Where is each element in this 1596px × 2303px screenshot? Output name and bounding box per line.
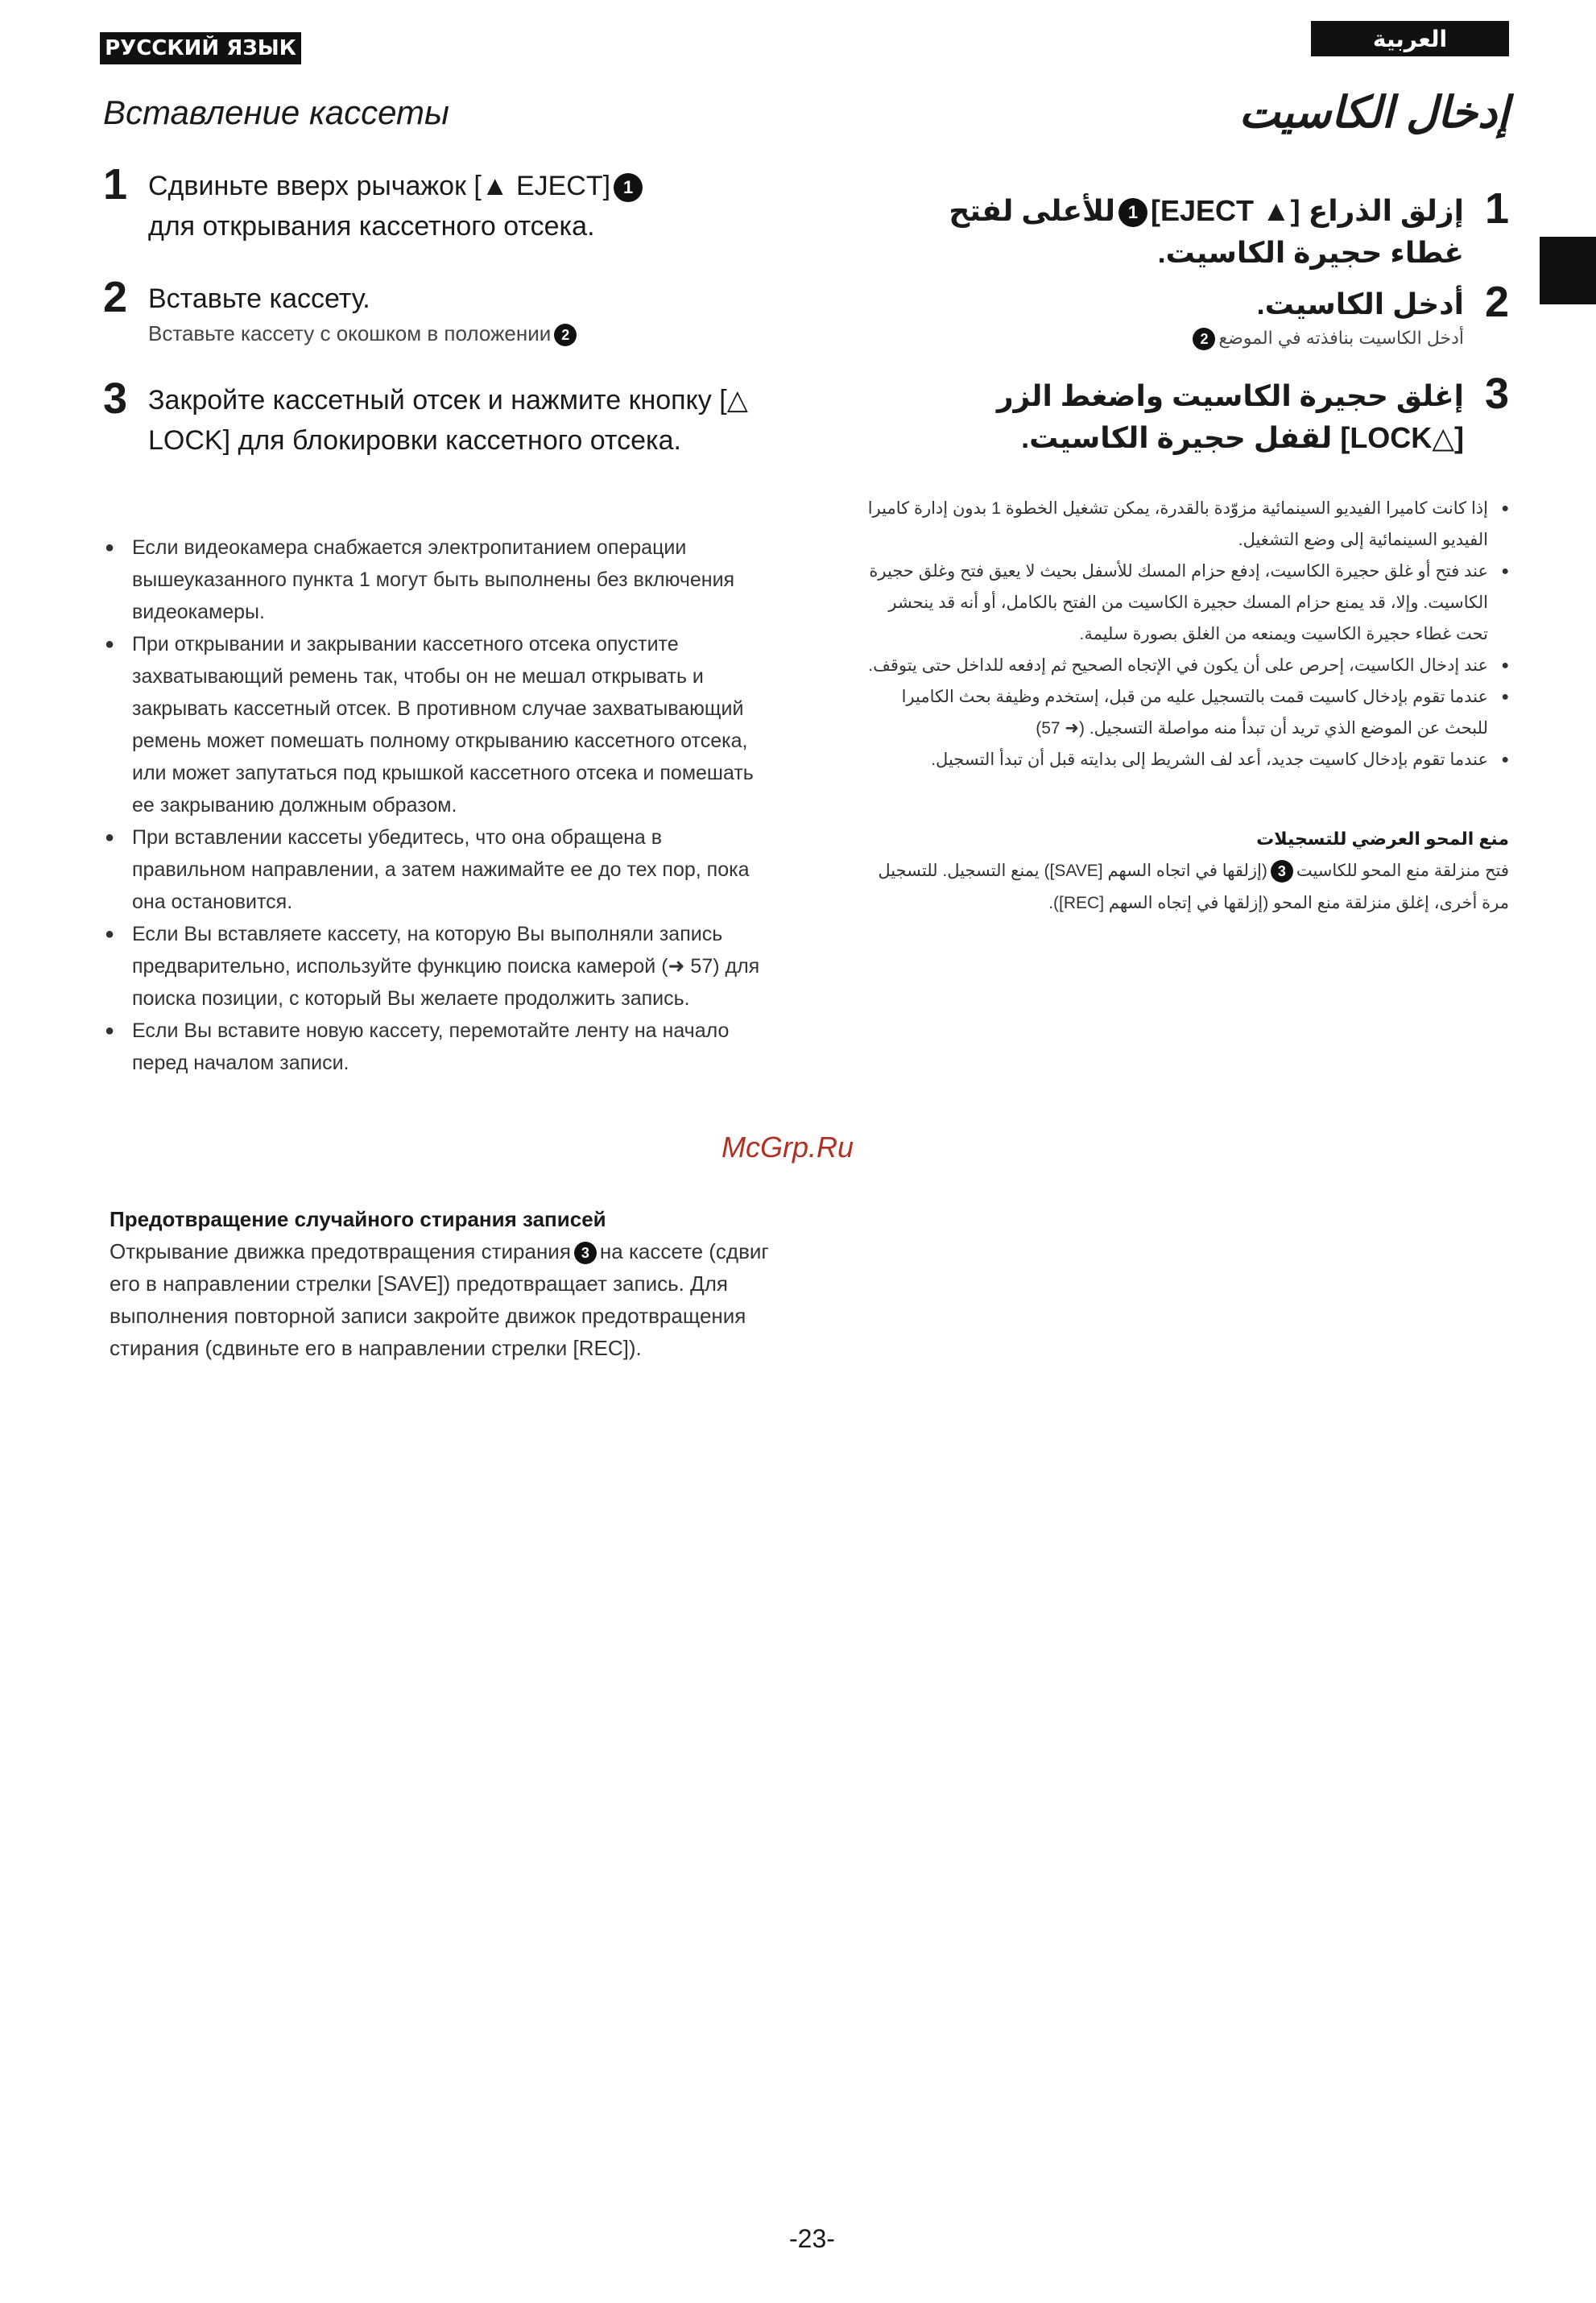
step-number: 1	[103, 160, 128, 209]
step-text: أدخل الكاسيت.	[1256, 287, 1464, 320]
russian-section-title: Вставление кассеты	[103, 93, 449, 131]
step-number: 2	[1484, 278, 1509, 326]
section-heading: Предотвращение случайного стирания записей	[110, 1207, 606, 1231]
step-subtext: Вставьте кассету с окошком в положении 2	[148, 319, 763, 348]
marker-2-icon: 2	[1193, 328, 1215, 350]
list-item: ● عند فتح أو غلق حجيرة الكاسيت، إدفع حزام المسك للأسفل بحيث لا يعيق فتح وغلق حجيرة الكاسيت. وإلا، قد يمنع حزام المسك حجيرة الكاسيت من الفتح بالكامل، أو أنه قد ينحشر تحت غطاء حجيرة الكاسيت ويمنعه من الغلق بصورة سليمة.	[865, 556, 1509, 650]
ru-step-1	[103, 160, 763, 246]
arabic-section-title: إدخال الكاسيت	[1238, 89, 1509, 137]
step-text: Сдвиньте вверх рычажок [▲ EJECT] 1 для открывания кассетного отсека.	[148, 166, 763, 246]
step-subtext: أدخل الكاسيت بنافذته في الموضع2	[897, 325, 1464, 351]
ar-notes-list	[865, 493, 1509, 775]
list-item: ● При вставлении кассеты убедитесь, что она обращена в правильном направлении, а затем нажимайте ее до тех пор, пока она остановится.	[103, 821, 771, 918]
step-text: إزلق الذراع [▲ EJECT]1للأعلى لفتح غطاء حجيرة الكاسيت.	[949, 194, 1464, 269]
step-number: 2	[103, 273, 128, 321]
ru-step-3	[103, 374, 763, 461]
section-body: فتح منزلقة منع المحو للكاسيت3(إزلقها في اتجاه السهم [SAVE]) يمنع التسجيل. للتسجيل مرة أخرى، إغلق منزلقة منع المحو (إزلقها في إتجاه السهم [REC]).	[878, 862, 1509, 912]
step-text: إغلق حجيرة الكاسيت واضغط الزر [△LOCK] لقفل حجيرة الكاسيت.	[996, 379, 1464, 454]
list-item: ● Если Вы вставите новую кассету, перемотайте ленту на начало перед началом записи.	[103, 1015, 771, 1079]
section-body: Открывание движка предотвращения стирания 3 на кассете (сдвиг его в направлении стрелки [SAVE]) предотвращает запись. Для выполнения повторной записи закройте движок предотвращения стирания (сдвиньте его в направлении стрелки [REC]).	[110, 1239, 769, 1360]
step-text: Вставьте кассету.	[148, 283, 370, 314]
page-number: -23-	[789, 2224, 835, 2253]
list-item: ● عندما تقوم بإدخال كاسيت قمت بالتسجيل عليه من قبل، إستخدم وظيفة بحث الكاميرا للبحث عن الموضع الذي تريد أن تبدأ منه مواصلة التسجيل. (➜ 57)	[865, 681, 1509, 744]
section-side-tab	[1540, 237, 1596, 304]
list-item: ● إذا كانت كاميرا الفيديو السينمائية مزوّدة بالقدرة، يمكن تشغيل الخطوة 1 بدون إدارة كاميرا الفيديو السينمائية إلى وضع التشغيل.	[865, 493, 1509, 556]
list-item: ● При открывании и закрывании кассетного отсека опустите захватывающий ремень так, чтобы он не мешал открывать и закрывать кассетный отсек. В противном случае захватывающий ремень может помешать полному открыванию кассетного отсека, или может запутаться под крышкой кассетного отсека и помешать ее закрыванию должным образом.	[103, 628, 771, 821]
ar-erase-protection-section	[865, 823, 1509, 920]
ru-erase-protection-section	[110, 1203, 770, 1364]
language-tag-russian: РУССКИЙ ЯЗЫК	[100, 32, 301, 64]
ru-notes-list	[103, 531, 771, 1079]
list-item: ● Если Вы вставляете кассету, на которую Вы выполняли запись предварительно, используйте функцию поиска камерой (➜ 57) для поиска позиции, с который Вы желаете продолжить запись.	[103, 918, 771, 1015]
step-number: 3	[1484, 370, 1509, 418]
marker-2-icon: 2	[554, 324, 577, 346]
step-number: 1	[1484, 184, 1509, 233]
marker-1-icon: 1	[1118, 198, 1147, 227]
ar-step-3	[897, 370, 1509, 459]
ar-step-2	[897, 278, 1509, 351]
list-item: ● عندما تقوم بإدخال كاسيت جديد، أعد لف الشريط إلى بدايته قبل أن تبدأ التسجيل.	[865, 744, 1509, 775]
ar-step-1	[897, 184, 1509, 274]
marker-3-icon: 3	[1271, 860, 1293, 883]
step-text: Закройте кассетный отсек и нажмите кнопку [△ LOCK] для блокировки кассетного отсека.	[148, 385, 748, 456]
marker-3-icon: 3	[574, 1242, 597, 1264]
marker-1-icon: 1	[614, 173, 643, 202]
step-number: 3	[103, 374, 128, 423]
watermark-link[interactable]: McGrp.Ru	[722, 1131, 854, 1164]
ru-step-2	[103, 273, 763, 348]
language-tag-arabic: العربية	[1311, 21, 1509, 56]
section-heading: منع المحو العرضي للتسجيلات	[1256, 829, 1509, 849]
list-item: ● Если видеокамера снабжается электропитанием операции вышеуказанного пункта 1 могут быть выполнены без включения видеокамеры.	[103, 531, 771, 628]
list-item: ● عند إدخال الكاسيت، إحرص على أن يكون في الإتجاه الصحيح ثم إدفعه للداخل حتى يتوقف.	[865, 650, 1509, 681]
